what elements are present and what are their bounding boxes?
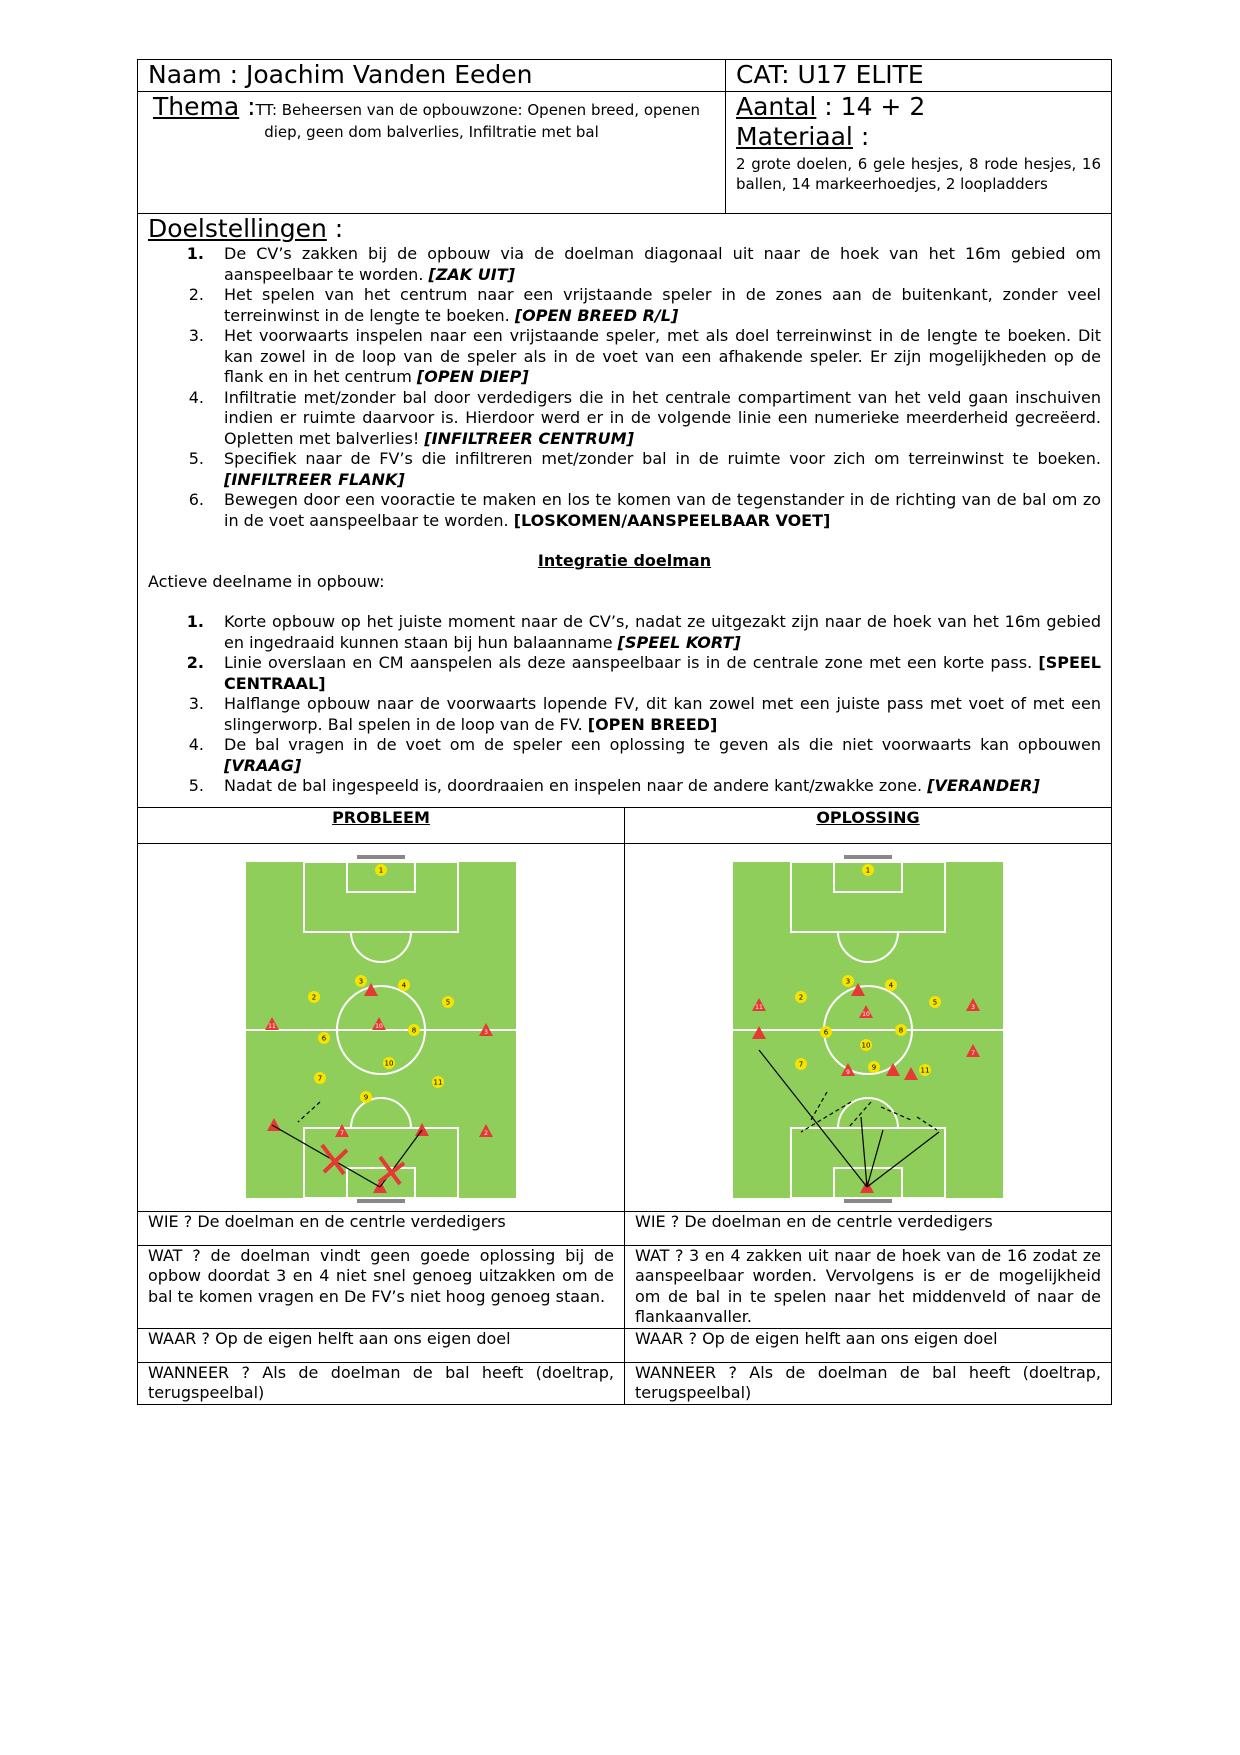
- item-number: 5.: [188, 776, 204, 795]
- naam-cell: [138, 60, 726, 92]
- yellow-player-11: [432, 1076, 444, 1088]
- item-text: [224, 694, 1101, 735]
- oplossing-diagram-cell: [625, 843, 1112, 1211]
- item-text: [224, 326, 1101, 388]
- list-item: [148, 735, 1101, 776]
- yellow-player-1: [862, 864, 874, 876]
- item-text: [224, 653, 1101, 694]
- item-tag: [INFILTREER FLANK]: [224, 469, 405, 489]
- item-body: Halflange opbouw naar de voorwaarts lopende FV, dit kan zowel met een juiste pass met voet of met een slingerworp. Bal spelen in de loop van de FV.: [224, 694, 1101, 734]
- svg-text:7: 7: [317, 1074, 323, 1082]
- item-body: Specifiek naar de FV’s die infiltreren met/zonder bal in de ruimte voor zich om terreinwinst te boeken.: [224, 449, 1101, 468]
- item-tag: [OPEN BREED R/L]: [514, 305, 679, 325]
- yellow-player-9: [360, 1091, 372, 1103]
- svg-text:9: 9: [846, 1068, 850, 1076]
- yellow-player-4: [398, 979, 410, 991]
- yellow-player-1: [375, 864, 387, 876]
- item-number: 4.: [188, 387, 204, 407]
- probleem-field-diagram: [244, 852, 518, 1203]
- list-item: [148, 285, 1101, 326]
- svg-text:7: 7: [971, 1049, 975, 1057]
- svg-text:7: 7: [798, 1060, 804, 1068]
- item-tag: [INFILTREER CENTRUM]: [424, 428, 634, 448]
- svg-text:2: 2: [798, 993, 804, 1001]
- compare-right-cell: WAAR ? Op de eigen helft aan ons eigen doel: [625, 1328, 1112, 1362]
- compare-left-cell: WIE ? De doelman en de centrle verdedigers: [138, 1211, 625, 1245]
- svg-text:3: 3: [484, 1028, 488, 1036]
- item-number: 4.: [188, 735, 204, 754]
- doel-title-colon: :: [326, 214, 344, 243]
- item-number: 6.: [188, 490, 204, 509]
- svg-text:1: 1: [378, 866, 384, 874]
- list-item: [148, 653, 1101, 694]
- compare-left-cell: WANNEER ? Als de doelman de bal heeft (doeltrap, terugspeelbal): [138, 1362, 625, 1404]
- integratie-title: Integratie doelman: [537, 551, 712, 570]
- item-text: [224, 612, 1101, 653]
- svg-text:5: 5: [932, 998, 938, 1006]
- yellow-player-8: [408, 1024, 420, 1036]
- header-table: [137, 59, 1112, 808]
- yellow-player-5: [929, 996, 941, 1008]
- item-text: [224, 776, 1101, 797]
- item-body: De bal vragen in de voet om de speler een oplossing te geven als die niet voorwaarts kan opbouwen: [224, 735, 1101, 754]
- item-body: Linie overslaan en CM aanspelen als deze aanspeelbaar is in de centrale zone met een korte pass.: [224, 653, 1039, 672]
- svg-text:2: 2: [311, 993, 317, 1001]
- oplossing-header: OPLOSSING: [625, 807, 1112, 843]
- cat-cell: [726, 60, 1112, 92]
- svg-text:11: 11: [755, 1003, 763, 1011]
- svg-text:4: 4: [401, 981, 407, 989]
- list-item: [148, 490, 1101, 531]
- materiaal-text: 2 grote doelen, 6 gele hesjes, 8 rode hesjes, 16 ballen, 14 markeerhoedjes, 2 loopladders: [736, 155, 1101, 193]
- svg-text:10: 10: [861, 1041, 871, 1049]
- oplossing-field-diagram: [731, 852, 1005, 1203]
- svg-text:9: 9: [363, 1093, 369, 1101]
- bottom-goal: [357, 1199, 405, 1203]
- svg-text:8: 8: [898, 1026, 904, 1034]
- item-tag: [SPEEL CENTRAAL]: [224, 653, 1101, 693]
- item-number: 2.: [186, 653, 204, 672]
- compare-right-cell: WIE ? De doelman en de centrle verdedigers: [625, 1211, 1112, 1245]
- compare-right-cell: WAT ? 3 en 4 zakken uit naar de hoek van de 16 zodat ze aanspeelbaar worden. Vervolgens is er de mogelijkheid om de bal in te spelen naar het middenveld of naar de flankaanvaller.: [625, 1245, 1112, 1328]
- svg-text:10: 10: [384, 1059, 394, 1067]
- item-tag: [OPEN BREED]: [587, 714, 718, 734]
- item-body: Het spelen van het centrum naar een vrijstaande speler in de zones aan de buitenkant, zonder veel terreinwinst in de lengte te boeken.: [224, 285, 1101, 325]
- yellow-player-6: [318, 1032, 330, 1044]
- document-sheet: [137, 59, 1111, 1405]
- probleem-header: PROBLEEM: [138, 807, 625, 843]
- yellow-player-10: [860, 1039, 872, 1051]
- yellow-player-7: [314, 1072, 326, 1084]
- list-item: [148, 776, 1101, 797]
- yellow-player-9: [868, 1061, 880, 1073]
- materiaal-label: Materiaal: [736, 122, 853, 151]
- item-tag: [VERANDER]: [927, 776, 1040, 795]
- top-goal: [844, 855, 892, 859]
- item-text: [224, 388, 1101, 450]
- integratie-intro: Actieve deelname in opbouw:: [148, 571, 385, 591]
- list-item: [148, 694, 1101, 735]
- naam: Naam : Joachim Vanden Eeden: [148, 60, 533, 89]
- comparison-table: [137, 807, 1112, 1405]
- item-tag: [OPEN DIEP]: [416, 367, 529, 386]
- probleem-diagram-cell: [138, 843, 625, 1211]
- bottom-goal: [844, 1199, 892, 1203]
- doelstellingen-list: [148, 244, 1101, 531]
- top-goal: [357, 855, 405, 859]
- yellow-player-6: [820, 1026, 832, 1038]
- compare-left-cell: WAAR ? Op de eigen helft aan ons eigen doel: [138, 1328, 625, 1362]
- svg-text:1: 1: [865, 866, 871, 874]
- item-body: Het voorwaarts inspelen naar een vrijstaande speler, met als doel terreinwinst in de lengte te boeken. Dit kan zowel in de loop van de speler als in de voet van een afhakende speler. Er zijn mogelijkheden op de flank en in het centrum: [224, 326, 1101, 386]
- yellow-player-8: [895, 1024, 907, 1036]
- svg-text:10: 10: [862, 1010, 870, 1018]
- svg-text:3: 3: [358, 977, 364, 985]
- yellow-player-4: [885, 979, 897, 991]
- svg-text:6: 6: [321, 1034, 327, 1042]
- item-tag: [LOSKOMEN/AANSPEELBAAR VOET]: [513, 510, 831, 530]
- svg-text:3: 3: [971, 1003, 975, 1011]
- yellow-player-3: [355, 975, 367, 987]
- item-number: 1.: [186, 244, 204, 263]
- item-text: [224, 735, 1101, 776]
- svg-text:11: 11: [433, 1078, 443, 1086]
- thema-cell: [138, 92, 726, 214]
- compare-right-cell: WANNEER ? Als de doelman de bal heeft (doeltrap, terugspeelbal): [625, 1362, 1112, 1404]
- yellow-player-5: [442, 996, 454, 1008]
- yellow-player-2: [308, 991, 320, 1003]
- svg-text:4: 4: [888, 981, 894, 989]
- item-body: De CV’s zakken bij de opbouw via de doelman diagonaal uit naar de hoek van het 16m gebied om aanspeelbaar te worden.: [224, 244, 1101, 284]
- item-number: 2.: [188, 285, 204, 304]
- item-text: [224, 244, 1101, 285]
- yellow-player-10: [383, 1057, 395, 1069]
- svg-text:2: 2: [484, 1129, 488, 1137]
- aantal-value: : 14 + 2: [816, 92, 926, 121]
- svg-text:3: 3: [845, 977, 851, 985]
- item-text: [224, 285, 1101, 326]
- yellow-player-11: [919, 1064, 931, 1076]
- yellow-player-7: [795, 1058, 807, 1070]
- svg-text:7: 7: [340, 1129, 344, 1137]
- item-text: [224, 490, 1101, 531]
- materiaal-colon: :: [852, 122, 870, 151]
- item-tag: [VRAAG]: [224, 755, 302, 775]
- list-item: [148, 388, 1101, 450]
- yellow-player-2: [795, 991, 807, 1003]
- svg-text:6: 6: [823, 1028, 829, 1036]
- list-item: [148, 326, 1101, 388]
- item-text: [224, 449, 1101, 490]
- thema-colon: :: [239, 92, 256, 121]
- item-number: 3.: [188, 694, 204, 713]
- item-tag: [SPEEL KORT]: [617, 632, 741, 652]
- item-body: Nadat de bal ingespeeld is, doordraaien en inspelen naar de andere kant/zwakke zone.: [224, 776, 928, 795]
- compare-left-cell: WAT ? de doelman vindt geen goede oplossing bij de opbow doordat 3 en 4 niet snel genoeg uitzakken om de bal te komen vragen en De FV’s niet hoog genoeg staan.: [138, 1245, 625, 1328]
- integratie-list: [148, 612, 1101, 797]
- aantal-cell: [726, 92, 1112, 214]
- item-body: Infiltratie met/zonder bal door verdedigers die in het centrale compartiment van het veld gaan inschuiven indien er ruimte daarvoor is. Hierdoor werd er in de volgende linie een numerieke meerderheid gecreëerd. Opletten met balverlies!: [224, 387, 1101, 448]
- list-item: [148, 449, 1101, 490]
- item-body: Bewegen door een vooractie te maken en los te komen van de tegenstander in de richting van de bal om zo in de voet aanspeelbaar te worden.: [224, 490, 1101, 530]
- item-number: 1.: [186, 612, 204, 631]
- item-number: 5.: [188, 449, 204, 468]
- svg-text:9: 9: [871, 1063, 877, 1071]
- svg-text:5: 5: [445, 998, 451, 1006]
- doel-title: Doelstellingen: [148, 214, 327, 243]
- item-number: 3.: [188, 326, 204, 345]
- svg-text:10: 10: [375, 1022, 383, 1030]
- svg-text:11: 11: [920, 1066, 930, 1074]
- thema-text: TT: Beheersen van de opbouwzone: Openen breed, openen diep, geen dom balverlies, Infiltratie met bal: [255, 101, 700, 141]
- category: CAT: U17 ELITE: [736, 60, 924, 89]
- item-tag: [ZAK UIT]: [428, 264, 515, 284]
- svg-text:11: 11: [268, 1022, 276, 1030]
- list-item: [148, 612, 1101, 653]
- yellow-player-3: [842, 975, 854, 987]
- list-item: [148, 244, 1101, 285]
- aantal-label: Aantal: [736, 92, 817, 121]
- doelstellingen-cell: [138, 214, 1112, 808]
- thema-label: Thema: [152, 92, 240, 121]
- item-body: Korte opbouw op het juiste moment naar de CV’s, nadat ze uitgezakt zijn naar de hoek van het 16m gebied en ingedraaid kunnen staan bij hun balaanname: [224, 612, 1101, 652]
- svg-text:8: 8: [411, 1026, 417, 1034]
